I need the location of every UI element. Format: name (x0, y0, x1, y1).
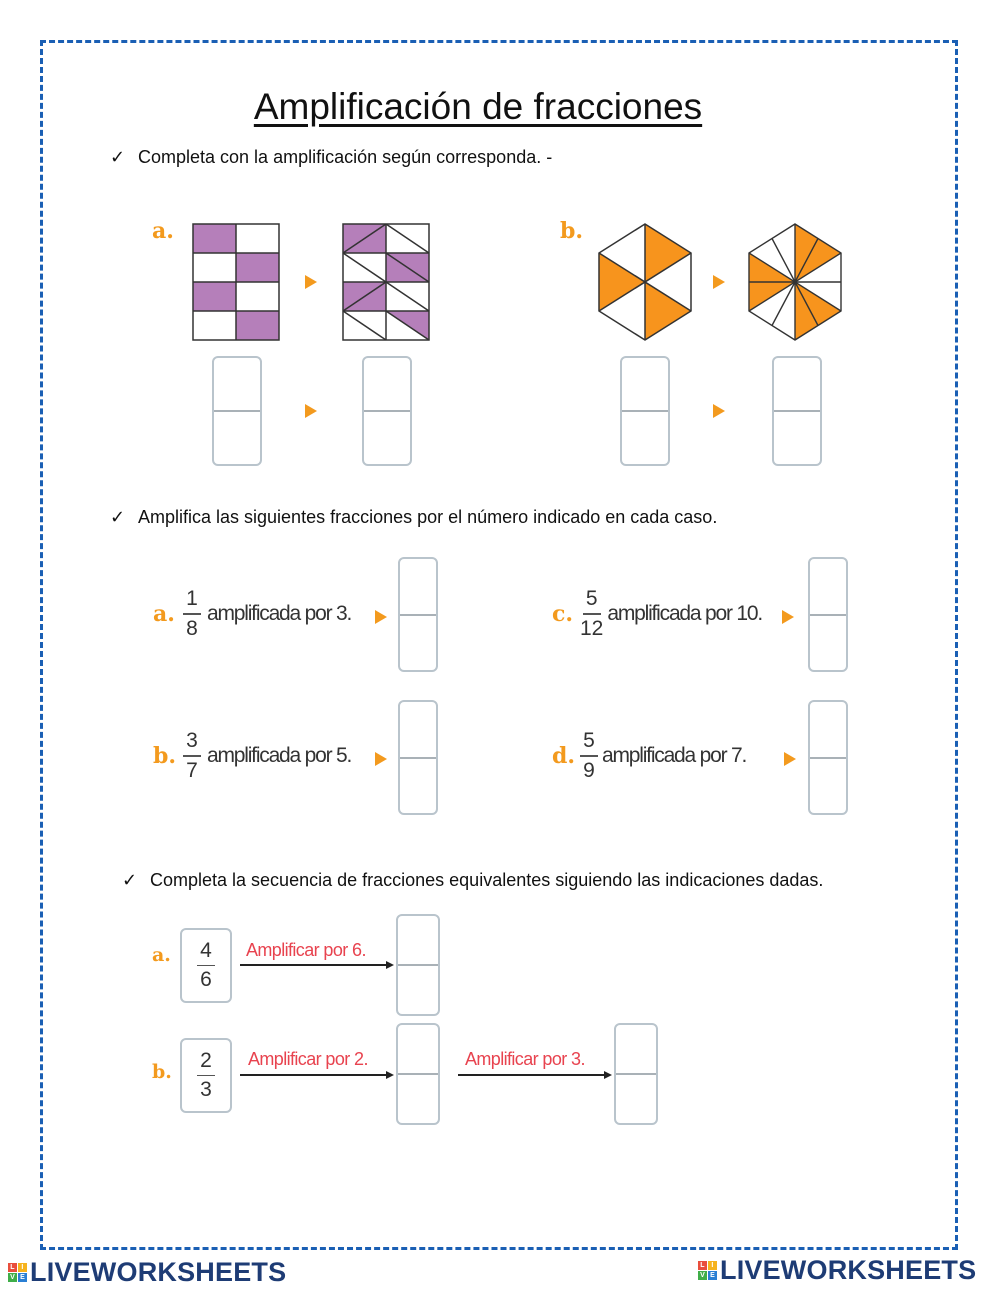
grid-figure-original (192, 223, 280, 341)
arrow-triangle-icon (305, 404, 317, 418)
step-label: Amplificar por 3. (465, 1049, 585, 1069)
arrow-line (240, 964, 388, 966)
arrow-triangle-icon (713, 275, 725, 289)
arrow-head-icon (604, 1071, 612, 1079)
arrow-head-icon (386, 1071, 394, 1079)
fraction: $\frac{2}{3}$ (197, 1050, 215, 1102)
answer-fraction-box[interactable] (362, 356, 412, 466)
fraction: $\frac{4}{6}$ (197, 940, 215, 992)
arrow-triangle-icon (784, 752, 796, 766)
instruction-3: ✓ Completa la secuencia de fracciones equivalentes siguiendo las indicaciones dadas. (122, 870, 824, 890)
arrow-triangle-icon (375, 610, 387, 624)
arrow-triangle-icon (713, 404, 725, 418)
amplify-item-c: c. $\frac{5}{12}$ amplificada por 10. (552, 587, 762, 640)
fraction: $\frac{5}{12}$ (580, 587, 604, 640)
arrow-triangle-icon (782, 610, 794, 624)
liveworksheets-logo-icon: L I V E (698, 1261, 717, 1280)
fraction: $\frac{1}{8}$ (183, 588, 201, 640)
answer-fraction-box[interactable] (808, 700, 848, 815)
answer-fraction-box[interactable] (772, 356, 822, 466)
instruction-2: ✓ Amplifica las siguientes fracciones por el número indicado en cada caso. (110, 507, 718, 527)
liveworksheets-logo-left: L I V E LIVEWORKSHEETS (8, 1257, 286, 1288)
arrow-line (240, 1074, 388, 1076)
grid-figure-amplified (342, 223, 430, 341)
answer-fraction-box[interactable] (212, 356, 262, 466)
exercise-letter-a: a. (152, 218, 174, 244)
arrow-head-icon (386, 961, 394, 969)
given-fraction-box (180, 1038, 232, 1113)
arrow-triangle-icon (305, 275, 317, 289)
given-fraction-box (180, 928, 232, 1003)
liveworksheets-logo-icon: L I V E (8, 1263, 27, 1282)
hexagon-figure-original (598, 222, 692, 342)
answer-fraction-box[interactable] (808, 557, 848, 672)
amplify-item-d: d. $\frac{5}{9}$ amplificada por 7. (552, 729, 747, 782)
answer-fraction-box[interactable] (396, 914, 440, 1016)
fraction: $\frac{5}{9}$ (580, 730, 598, 782)
step-label: Amplificar por 2. (248, 1049, 368, 1069)
liveworksheets-logo-right: L I V E LIVEWORKSHEETS (698, 1255, 976, 1286)
check-icon: ✓ (110, 147, 126, 167)
arrow-line (458, 1074, 606, 1076)
page-title: Amplificación de fracciones (253, 86, 703, 127)
fraction: $\frac{3}{7}$ (183, 730, 201, 782)
answer-fraction-box[interactable] (614, 1023, 658, 1125)
answer-fraction-box[interactable] (398, 557, 438, 672)
check-icon: ✓ (110, 507, 126, 527)
check-icon: ✓ (122, 870, 138, 890)
sequence-letter-b: b. (152, 1061, 172, 1083)
hexagon-figure-amplified (748, 222, 842, 342)
answer-fraction-box[interactable] (396, 1023, 440, 1125)
amplify-item-a: a. $\frac{1}{8}$ amplificada por 3. (153, 587, 352, 640)
amplify-item-b: b. $\frac{3}{7}$ amplificada por 5. (153, 729, 352, 782)
exercise-letter-b: b. (560, 218, 584, 244)
step-label: Amplificar por 6. (246, 940, 366, 960)
arrow-triangle-icon (375, 752, 387, 766)
sequence-letter-a: a. (152, 944, 171, 966)
instruction-1: ✓ Completa con la amplificación según corresponda. - (110, 147, 553, 167)
answer-fraction-box[interactable] (620, 356, 670, 466)
answer-fraction-box[interactable] (398, 700, 438, 815)
